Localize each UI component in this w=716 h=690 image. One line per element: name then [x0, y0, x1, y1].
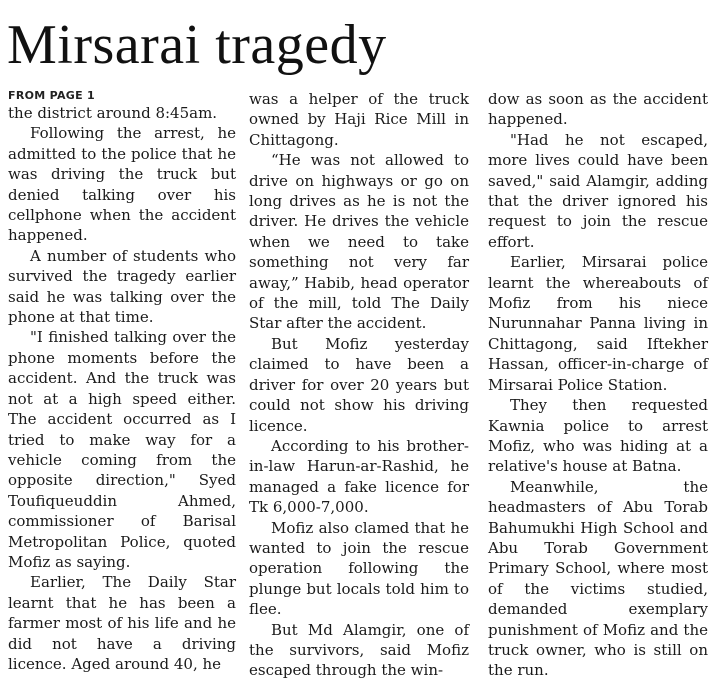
article-paragraph: Earlier, Mirsarai police learnt the whereabouts of Mofiz from his niece Nurunnahar Panna living in Chittagong, said Iftekher Hassan, officer-in-charge of Mirsarai Police Station. [488, 253, 708, 394]
article-paragraph: "Had he not escaped, more lives could have been saved," said Alamgir, adding that the driver ignored his request to join the rescue effort. [488, 130, 708, 251]
article-paragraph: "I finished talking over the phone moments before the accident. And the truck was not at a high speed either. The accident occurred as I tried to make way for a vehicle coming from the opposite direction," Syed Toufiqueuddin Ahmed, commissioner of Barisal Metropolitan Police, quoted Mofiz as saying. [8, 328, 236, 571]
article-paragraph: Following the arrest, he admitted to the police that he was driving the truck but denied talking over his cellphone when the accident happened. [8, 124, 236, 245]
article-paragraph: was a helper of the truck owned by Haji Rice Mill in Chittagong. [249, 90, 469, 149]
article-paragraph: According to his brother-in-law Harun-ar-Rashid, he managed a fake licence for Tk 6,000-7,000. [249, 436, 469, 517]
article-paragraph: But Md Alamgir, one of the survivors, said Mofiz escaped through the win- [249, 620, 469, 680]
article-paragraph: They then requested Kawnia police to arrest Mofiz, who was hiding at a relative's house at Batna. [488, 396, 708, 476]
article-paragraph: the district around 8:45am. [8, 104, 218, 122]
article-column-1 [8, 89, 236, 674]
jump-label: FROM PAGE 1 [8, 89, 96, 102]
article-paragraph: A number of students who survived the tragedy earlier said he was talking over the phone at that time. [8, 246, 236, 327]
article-paragraph: “He was not allowed to drive on highways or go on long drives as he is not the driver. He drives the vehicle when we need to take something not very far away,” Habib, head operator of the mill, told The Daily Star after the accident. [249, 151, 469, 333]
article-column-2 [249, 89, 469, 681]
headline: Mirsarai tragedy [7, 14, 387, 76]
article-paragraph: But Mofiz yesterday claimed to have been a driver for over 20 years but could not show his driving licence. [249, 334, 469, 435]
article-paragraph: dow as soon as the accident happened. [488, 90, 708, 129]
article-paragraph: Earlier, The Daily Star learnt that he has been a farmer most of his life and he did not have a driving licence. Aged around 40, he [8, 573, 236, 673]
article-paragraph: Meanwhile, the headmasters of Abu Torab Bahumukhi High School and Abu Torab Government Primary School, where most of the victims studied, demanded exemplary punishment of Mofiz and the truck owner, who is still on the run. [488, 477, 708, 680]
article-paragraph: Mofiz also clamed that he wanted to join the rescue operation following the plunge but locals told him to flee. [249, 518, 469, 619]
article-column-3 [488, 89, 708, 681]
